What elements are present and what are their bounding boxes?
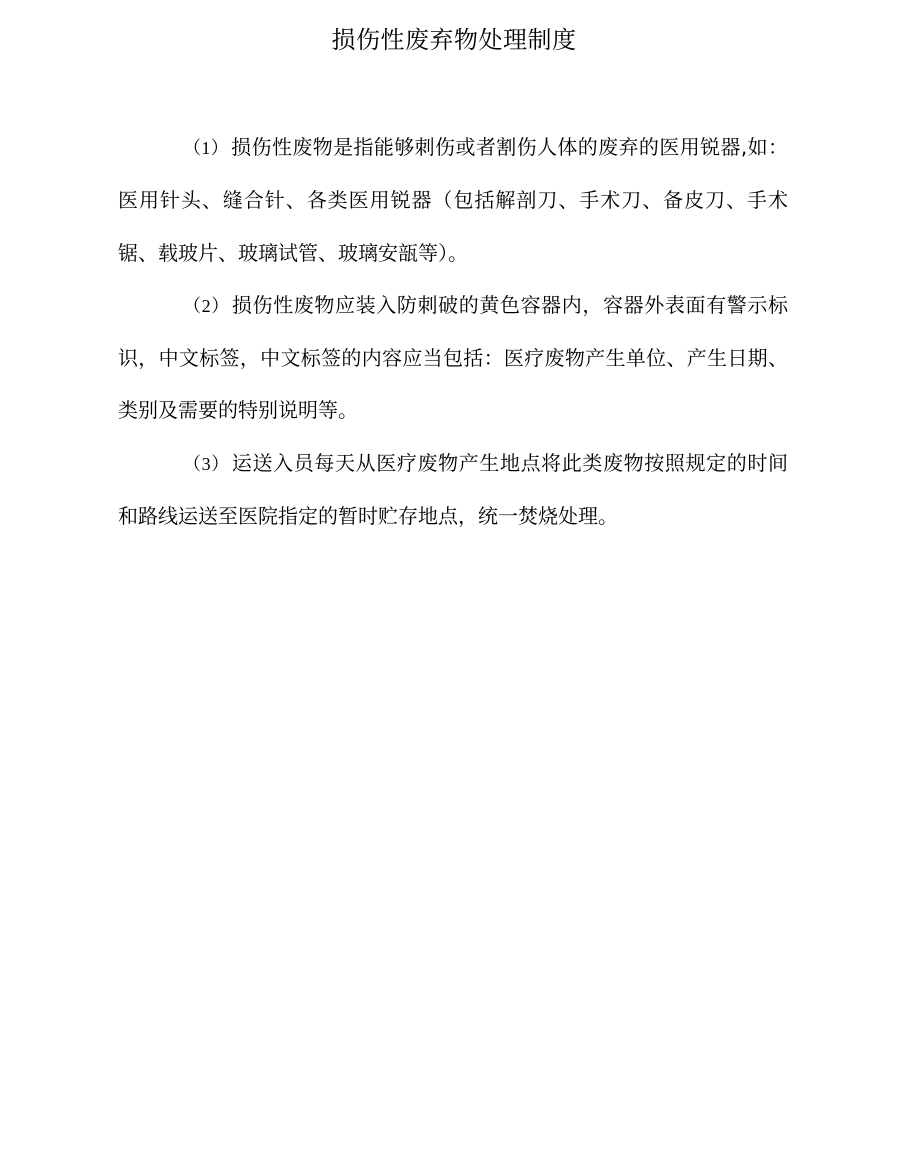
document-title: 损伤性废弃物处理制度 [331, 26, 577, 54]
paragraph-text: 损伤性废物是指能够刺伤或者割伤人体的废弃的医用锐器,如：医用针头、缝合针、各类医用锐器（包括解剖刀、手术刀、备皮刀、手术锯、载玻片、玻璃试管、玻璃安瓿等）。 [118, 135, 789, 265]
paragraph-1 [118, 121, 788, 279]
paragraph-number: （2） [183, 295, 230, 316]
paragraph-number: （1） [183, 138, 230, 158]
paragraph-2 [118, 279, 788, 437]
document-body [118, 121, 788, 542]
paragraph-text: 运送入员每天从医疗废物产生地点将此类废物按照规定的时间和路线运送至医院指定的暂时贮存地点，统一焚烧处理。 [118, 450, 789, 529]
paragraph-3 [118, 437, 788, 543]
paragraph-text: 损伤性废物应装入防刺破的黄色容器内，容器外表面有警示标识，中文标签，中文标签的内容应当包括：医疗废物产生单位、产生日期、类别及需要的特别说明等。 [118, 292, 789, 423]
paragraph-number: （3） [183, 453, 230, 474]
